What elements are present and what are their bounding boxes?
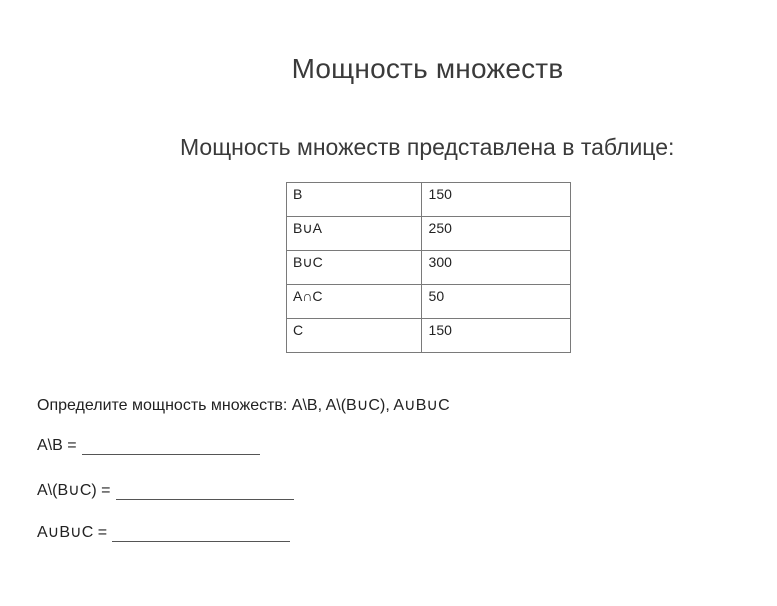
answer-label: A∪B∪C = [37,524,108,541]
cardinality-table [286,182,571,353]
answer-blank-field[interactable] [116,485,294,500]
answer-a-union-b-union-c [37,522,290,542]
table-row [287,251,571,285]
set-name-cell: B∪C [287,251,422,285]
table-row [287,319,571,353]
table-row [287,285,571,319]
cardinality-cell: 250 [421,217,570,251]
answer-label: A\(B∪C) = [37,482,111,499]
answer-blank-field[interactable] [82,440,260,455]
cardinality-cell: 300 [421,251,570,285]
task-statement: Определите мощность множеств: A\B, A\(B∪C), A∪B∪C [37,397,450,414]
page-title: Мощность множеств [291,53,564,84]
answer-a-minus-b [37,437,260,455]
answer-a-minus-b-union-c [37,480,294,500]
cardinality-cell: 50 [421,285,570,319]
answer-label: A\B = [37,437,77,454]
table-caption: Мощность множеств представлена в таблице: [180,134,675,160]
set-name-cell: B [287,183,422,217]
set-name-cell: B∪A [287,217,422,251]
table-row [287,217,571,251]
set-name-cell: C [287,319,422,353]
table-row [287,183,571,217]
answer-blank-field[interactable] [112,527,290,542]
cardinality-cell: 150 [421,183,570,217]
set-name-cell: A∩C [287,285,422,319]
cardinality-cell: 150 [421,319,570,353]
